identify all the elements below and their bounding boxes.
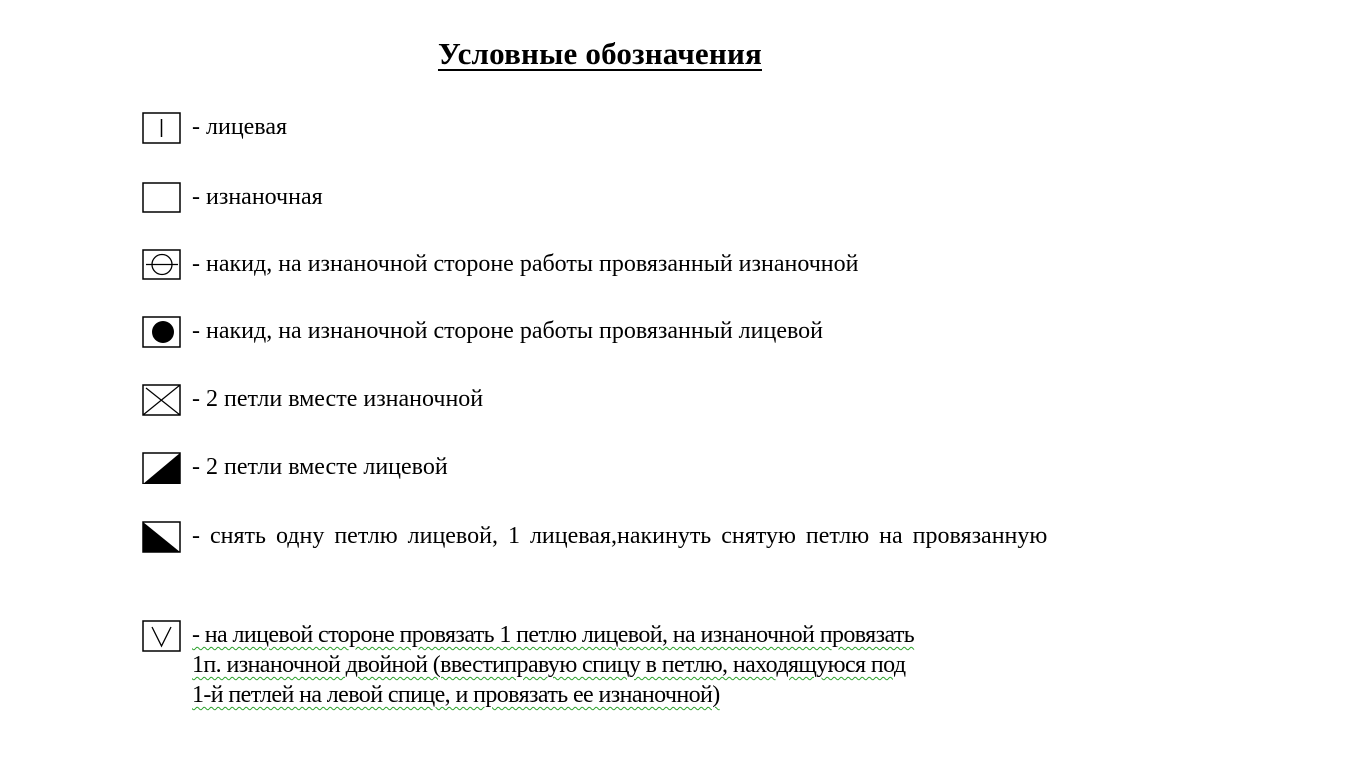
legend-item-label: - лицевая xyxy=(192,114,288,140)
lower-left-triangle-square-icon xyxy=(142,521,182,553)
vertical-line-square-icon xyxy=(142,112,182,144)
legend-item-label: - снять одну петлю лицевой, 1 лицевая,накинуть снятую петлю на провязанную xyxy=(192,523,1048,549)
page-title: Условные обозначения xyxy=(437,36,762,71)
legend-item-line: 1п. изнаночной двойной (ввестиправую спицу в петлю, находящуюся под xyxy=(192,652,906,678)
legend-item-label: - изнаночная xyxy=(192,184,323,210)
legend-item-label: - 2 петли вместе лицевой xyxy=(192,454,448,480)
legend-item-label xyxy=(192,620,1062,710)
crossed-circle-square-icon xyxy=(142,249,182,281)
lower-right-triangle-square-icon xyxy=(142,452,182,484)
legend-item-line: - на лицевой стороне провязать 1 петлю лицевой, на изнаночной провязать xyxy=(192,622,915,648)
v-shape-square-icon xyxy=(142,620,182,652)
legend-item-line: 1-й петлей на левой спице, и провязать ее изнаночной) xyxy=(192,682,720,708)
legend-item-label: - 2 петли вместе изнаночной xyxy=(192,386,484,412)
empty-square-icon xyxy=(142,182,182,214)
diagonal-cross-square-icon xyxy=(142,384,182,416)
legend-item-label: - накид, на изнаночной стороне работы провязанный лицевой xyxy=(192,318,823,344)
filled-circle-square-icon xyxy=(142,316,182,348)
legend-item-label: - накид, на изнаночной стороне работы провязанный изнаночной xyxy=(192,251,859,277)
